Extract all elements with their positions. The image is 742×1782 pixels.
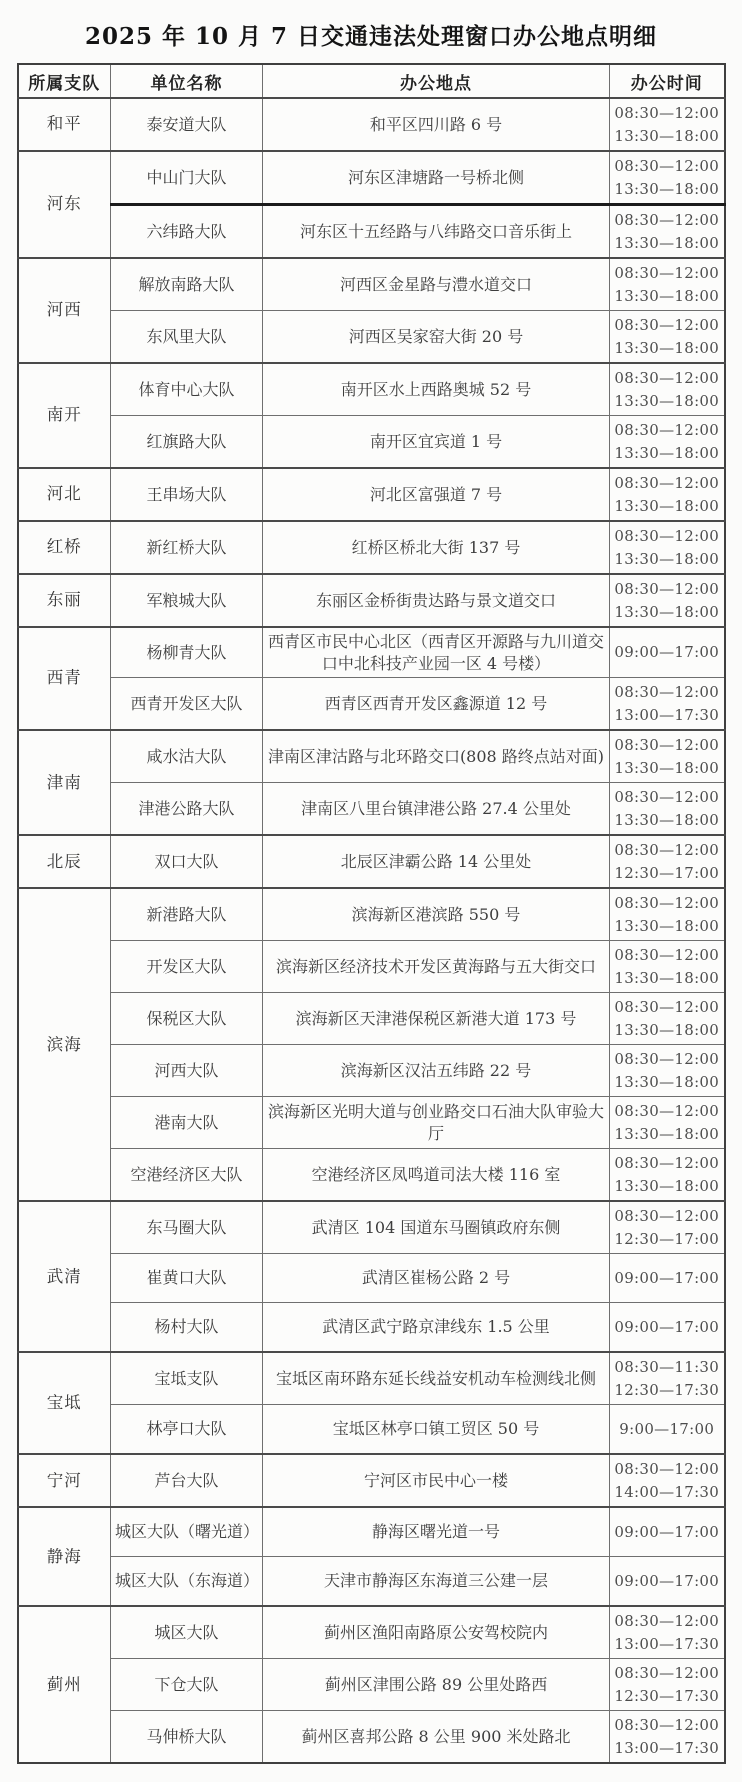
hours-cell (610, 783, 725, 836)
address-cell: 蓟州区渔阳南路原公安驾校院内 (263, 1606, 610, 1659)
hour-line: 13:30—18:00 (614, 1072, 720, 1091)
hour-line: 13:30—18:00 (614, 1020, 720, 1039)
hours-cell (610, 258, 725, 311)
hour-line: 08:30—12:00 (614, 1154, 720, 1173)
hours-cell (610, 521, 725, 574)
table-row (18, 1405, 725, 1455)
unit-cell: 军粮城大队 (111, 574, 263, 627)
hours-cell (610, 678, 725, 731)
unit-cell: 杨柳青大队 (111, 627, 263, 678)
table-row (18, 1303, 725, 1353)
table-row (18, 98, 725, 151)
branch-cell: 西青 (18, 627, 111, 730)
hour-line: 13:30—18:00 (614, 179, 720, 198)
hours-cell (610, 1507, 725, 1557)
branch-cell: 宁河 (18, 1454, 111, 1507)
hours-cell (610, 1606, 725, 1659)
address-cell: 滨海新区光明大道与创业路交口石油大队审验大厅 (263, 1097, 610, 1149)
hours-cell (610, 1557, 725, 1607)
address-cell: 蓟州区津围公路 89 公里处路西 (263, 1659, 610, 1711)
unit-cell: 河西大队 (111, 1045, 263, 1097)
hour-line: 14:00—17:30 (614, 1482, 720, 1501)
table-row (18, 1659, 725, 1711)
hours-cell (610, 941, 725, 993)
unit-cell: 东马圈大队 (111, 1201, 263, 1254)
branch-cell: 武清 (18, 1201, 111, 1352)
unit-cell: 芦台大队 (111, 1454, 263, 1507)
hour-line: 09:00—17:00 (614, 1317, 720, 1336)
branch-cell: 河东 (18, 151, 111, 258)
address-cell: 南开区宜宾道 1 号 (263, 416, 610, 469)
hour-line: 12:30—17:30 (614, 1686, 720, 1705)
address-cell: 静海区曙光道一号 (263, 1507, 610, 1557)
table-row (18, 783, 725, 836)
table-row (18, 1045, 725, 1097)
table-row (18, 416, 725, 469)
unit-cell: 杨村大队 (111, 1303, 263, 1353)
hour-line: 12:30—17:30 (614, 1380, 720, 1399)
branch-cell: 和平 (18, 98, 111, 151)
hours-cell (610, 1405, 725, 1455)
branch-cell: 南开 (18, 363, 111, 468)
address-cell: 天津市静海区东海道三公建一层 (263, 1557, 610, 1607)
table-row (18, 311, 725, 364)
branch-cell: 河北 (18, 468, 111, 521)
table-row (18, 888, 725, 941)
table-row (18, 678, 725, 731)
hour-line: 08:30—12:00 (614, 998, 720, 1017)
hours-cell (610, 574, 725, 627)
table-row (18, 1254, 725, 1303)
table-header-row (18, 64, 725, 98)
hour-line: 08:30—12:00 (614, 104, 720, 122)
hours-cell (610, 311, 725, 364)
unit-cell: 城区大队（东海道） (111, 1557, 263, 1607)
address-cell: 西青区西青开发区鑫源道 12 号 (263, 678, 610, 731)
unit-cell: 津港公路大队 (111, 783, 263, 836)
branch-cell: 红桥 (18, 521, 111, 574)
unit-cell: 港南大队 (111, 1097, 263, 1149)
unit-cell: 红旗路大队 (111, 416, 263, 469)
hours-cell (610, 1097, 725, 1149)
hours-cell (610, 1711, 725, 1764)
branch-cell: 蓟州 (18, 1606, 111, 1763)
unit-cell: 六纬路大队 (111, 205, 263, 259)
address-cell: 滨海新区经济技术开发区黄海路与五大街交口 (263, 941, 610, 993)
table-row (18, 1606, 725, 1659)
hours-cell (610, 1352, 725, 1405)
hour-line: 13:30—18:00 (614, 443, 720, 462)
hour-line: 08:30—12:00 (614, 1207, 720, 1226)
hour-line: 13:30—18:00 (614, 602, 720, 621)
hours-cell (610, 98, 725, 151)
unit-cell: 王串场大队 (111, 468, 263, 521)
column-header-unit: 单位名称 (111, 64, 263, 98)
unit-cell: 崔黄口大队 (111, 1254, 263, 1303)
table-row (18, 730, 725, 783)
column-header-branch: 所属支队 (18, 64, 111, 98)
address-cell: 武清区 104 国道东马圈镇政府东侧 (263, 1201, 610, 1254)
unit-cell: 马伸桥大队 (111, 1711, 263, 1764)
hour-line: 09:00—17:00 (614, 1571, 720, 1590)
address-cell: 红桥区桥北大街 137 号 (263, 521, 610, 574)
branch-cell: 东丽 (18, 574, 111, 627)
column-header-address: 办公地点 (263, 64, 610, 98)
hour-line: 13:30—18:00 (614, 968, 720, 987)
table-row (18, 1201, 725, 1254)
hours-cell (610, 151, 725, 205)
hour-line: 08:30—12:00 (614, 788, 720, 807)
hour-line: 08:30—11:30 (614, 1358, 720, 1377)
hour-line: 12:30—17:00 (614, 863, 720, 882)
table-row (18, 363, 725, 416)
address-cell: 和平区四川路 6 号 (263, 98, 610, 151)
address-cell: 武清区崔杨公路 2 号 (263, 1254, 610, 1303)
table-row (18, 521, 725, 574)
branch-cell: 北辰 (18, 835, 111, 888)
hour-line: 08:30—12:00 (614, 946, 720, 965)
hour-line: 08:30—12:00 (614, 369, 720, 387)
hours-cell (610, 888, 725, 941)
hour-line: 08:30—12:00 (614, 894, 720, 913)
hour-line: 08:30—12:00 (614, 1050, 720, 1069)
table-row (18, 1352, 725, 1405)
hour-line: 13:30—18:00 (614, 391, 720, 410)
unit-cell: 开发区大队 (111, 941, 263, 993)
hours-cell (610, 1254, 725, 1303)
hour-line: 08:30—12:00 (614, 1612, 720, 1631)
table-row (18, 941, 725, 993)
branch-cell: 静海 (18, 1507, 111, 1606)
unit-cell: 宝坻支队 (111, 1352, 263, 1405)
hour-line: 08:30—12:00 (614, 1102, 720, 1121)
hours-cell (610, 416, 725, 469)
column-header-hours: 办公时间 (610, 64, 725, 98)
hour-line: 08:30—12:00 (614, 1716, 720, 1735)
hour-line: 13:00—17:30 (614, 705, 720, 724)
address-cell: 南开区水上西路奥城 52 号 (263, 363, 610, 416)
table-row (18, 627, 725, 678)
hours-cell (610, 1659, 725, 1711)
address-cell: 滨海新区天津港保税区新港大道 173 号 (263, 993, 610, 1045)
hour-line: 13:30—18:00 (614, 338, 720, 357)
hour-line: 08:30—12:00 (614, 580, 720, 598)
address-cell: 宁河区市民中心一楼 (263, 1454, 610, 1507)
hour-line: 12:30—17:00 (614, 1229, 720, 1248)
unit-cell: 新红桥大队 (111, 521, 263, 574)
hour-line: 09:00—17:00 (614, 1268, 720, 1287)
hours-cell (610, 1454, 725, 1507)
hour-line: 08:30—12:00 (614, 157, 720, 175)
hours-cell (610, 1149, 725, 1202)
table-row (18, 574, 725, 627)
address-cell: 河东区十五经路与八纬路交口音乐街上 (263, 205, 610, 259)
hour-line: 13:30—18:00 (614, 233, 720, 252)
address-cell: 河西区金星路与澧水道交口 (263, 258, 610, 311)
hour-line: 13:30—18:00 (614, 916, 720, 935)
hour-line: 08:30—12:00 (614, 211, 720, 229)
hour-line: 13:00—17:30 (614, 1634, 720, 1653)
unit-cell: 新港路大队 (111, 888, 263, 941)
unit-cell: 空港经济区大队 (111, 1149, 263, 1202)
branch-cell: 津南 (18, 730, 111, 835)
unit-cell: 解放南路大队 (111, 258, 263, 311)
address-cell: 津南区津沽路与北环路交口(808 路终点站对面) (263, 730, 610, 783)
hour-line: 13:30—18:00 (614, 1176, 720, 1195)
hour-line: 08:30—12:00 (614, 474, 720, 492)
branch-cell: 滨海 (18, 888, 111, 1201)
hour-line: 08:30—12:00 (614, 264, 720, 282)
hour-line: 13:30—18:00 (614, 758, 720, 777)
table-row (18, 993, 725, 1045)
hour-line: 13:30—18:00 (614, 496, 720, 515)
unit-cell: 中山门大队 (111, 151, 263, 205)
hour-line: 08:30—12:00 (614, 1664, 720, 1683)
unit-cell: 保税区大队 (111, 993, 263, 1045)
hours-cell (610, 205, 725, 259)
table-row (18, 1507, 725, 1557)
unit-cell: 体育中心大队 (111, 363, 263, 416)
address-cell: 津南区八里台镇津港公路 27.4 公里处 (263, 783, 610, 836)
table-row (18, 205, 725, 259)
address-cell: 东丽区金桥街贵达路与景文道交口 (263, 574, 610, 627)
hour-line: 08:30—12:00 (614, 1460, 720, 1479)
hours-cell (610, 468, 725, 521)
address-cell: 武清区武宁路京津线东 1.5 公里 (263, 1303, 610, 1353)
office-locations-table (17, 63, 726, 1764)
hours-cell (610, 627, 725, 678)
unit-cell: 东风里大队 (111, 311, 263, 364)
unit-cell: 城区大队（曙光道） (111, 1507, 263, 1557)
unit-cell: 双口大队 (111, 835, 263, 888)
hour-line: 08:30—12:00 (614, 527, 720, 545)
address-cell: 宝坻区南环路东延长线益安机动车检测线北侧 (263, 1352, 610, 1405)
table-row (18, 468, 725, 521)
table-row (18, 1711, 725, 1764)
address-cell: 滨海新区汉沽五纬路 22 号 (263, 1045, 610, 1097)
unit-cell: 城区大队 (111, 1606, 263, 1659)
table-row (18, 151, 725, 205)
table-row (18, 1454, 725, 1507)
hour-line: 13:30—18:00 (614, 1124, 720, 1143)
hour-line: 08:30—12:00 (614, 841, 720, 860)
hour-line: 08:30—12:00 (614, 316, 720, 334)
table-row (18, 258, 725, 311)
table-row (18, 835, 725, 888)
address-cell: 滨海新区港滨路 550 号 (263, 888, 610, 941)
hour-line: 13:30—18:00 (614, 810, 720, 829)
address-cell: 北辰区津霸公路 14 公里处 (263, 835, 610, 888)
address-cell: 河北区富强道 7 号 (263, 468, 610, 521)
hour-line: 08:30—12:00 (614, 421, 720, 439)
hour-line: 9:00—17:00 (619, 1419, 715, 1438)
hours-cell (610, 835, 725, 888)
unit-cell: 下仓大队 (111, 1659, 263, 1711)
hours-cell (610, 993, 725, 1045)
address-cell: 宝坻区林亭口镇工贸区 50 号 (263, 1405, 610, 1455)
unit-cell: 西青开发区大队 (111, 678, 263, 731)
page-title: 2025 年 10 月 7 日交通违法处理窗口办公地点明细 (84, 23, 658, 50)
hours-cell (610, 1045, 725, 1097)
table-row (18, 1097, 725, 1149)
branch-cell: 河西 (18, 258, 111, 363)
hours-cell (610, 1303, 725, 1353)
hour-line: 08:30—12:00 (614, 683, 720, 702)
unit-cell: 林亭口大队 (111, 1405, 263, 1455)
hour-line: 09:00—17:00 (614, 643, 720, 662)
hour-line: 13:00—17:30 (614, 1738, 720, 1757)
hour-line: 09:00—17:00 (614, 1522, 720, 1541)
address-cell: 空港经济区凤鸣道司法大楼 116 室 (263, 1149, 610, 1202)
unit-cell: 泰安道大队 (111, 98, 263, 151)
address-cell: 河东区津塘路一号桥北侧 (263, 151, 610, 205)
address-cell: 河西区吴家窑大街 20 号 (263, 311, 610, 364)
hour-line: 08:30—12:00 (614, 736, 720, 755)
unit-cell: 咸水沽大队 (111, 730, 263, 783)
hours-cell (610, 363, 725, 416)
hours-cell (610, 730, 725, 783)
hour-line: 13:30—18:00 (614, 549, 720, 568)
hour-line: 13:30—18:00 (614, 286, 720, 305)
table-row (18, 1557, 725, 1607)
address-cell: 西青区市民中心北区（西青区开源路与九川道交口中北科技产业园一区 4 号楼） (263, 627, 610, 678)
hours-cell (610, 1201, 725, 1254)
address-cell: 蓟州区喜邦公路 8 公里 900 米处路北 (263, 1711, 610, 1764)
table-row (18, 1149, 725, 1202)
hour-line: 13:30—18:00 (614, 126, 720, 145)
branch-cell: 宝坻 (18, 1352, 111, 1454)
